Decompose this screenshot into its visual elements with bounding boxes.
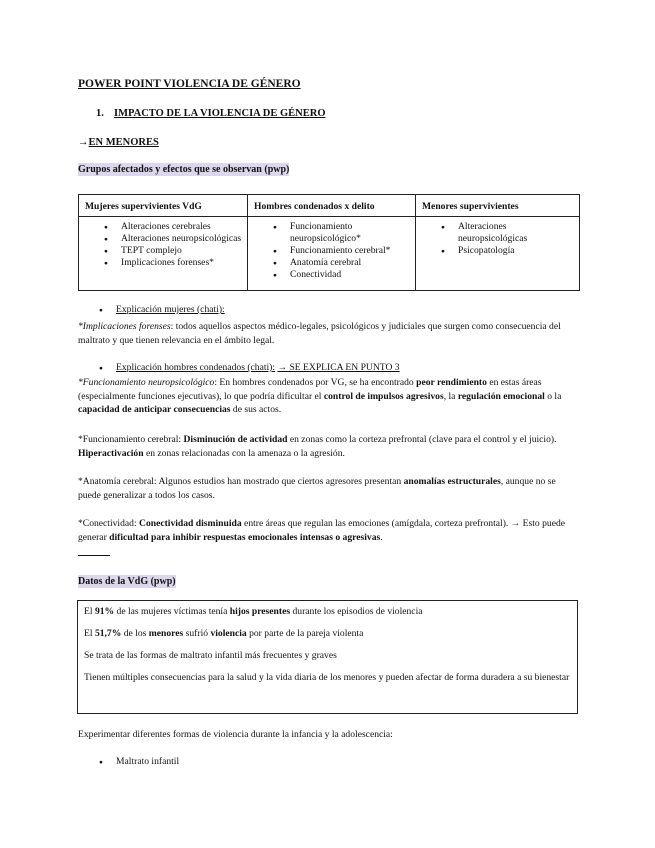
list-item: ● TEPT complejo	[121, 245, 243, 257]
bold-text: Conectividad disminuida	[139, 518, 242, 529]
list-item: ● Conectividad	[290, 269, 411, 281]
table-row	[79, 217, 580, 291]
text: de los	[121, 628, 149, 639]
list-item: ● Anatomía cerebral	[290, 257, 411, 269]
text: *Anatomía cerebral: Algunos estudios han mostrado que ciertos agresores presentan	[78, 476, 404, 487]
implicaciones-paragraph	[78, 320, 578, 347]
maltrato-bullet	[78, 756, 578, 768]
list-item: ● Implicaciones forenses*	[121, 257, 243, 269]
bold-text: dificultad para inhibir respuestas emocionales intensas o agresivas	[109, 531, 381, 543]
list-item: ● Psicopatología	[458, 245, 575, 257]
bold-text: peor rendimiento	[416, 377, 487, 388]
term: *Implicaciones forenses	[78, 321, 171, 332]
func-cerebral-paragraph	[78, 433, 578, 460]
paragraph-text: : todos aquellos aspectos médico-legales, psicológicos y judiciales que surgen como consecuencia del maltrato y que tienen relevancia en el ámbito legal.	[78, 321, 561, 346]
datos-line	[84, 628, 571, 640]
section-heading-impacto	[96, 107, 326, 122]
datos-heading	[78, 575, 176, 589]
list-item: ● Explicación mujeres (chati):	[116, 304, 578, 316]
bold-text: 91%	[94, 606, 115, 617]
table-header-cell: Menores supervivientes	[416, 195, 580, 217]
bold-text: anomalías estructurales	[403, 476, 501, 487]
list-item: ● Funcionamiento cerebral*	[290, 245, 411, 257]
text: sufrió	[183, 628, 211, 639]
text: .	[380, 531, 383, 543]
document-title: POWER POINT VIOLENCIA DE GÉNERO	[78, 78, 301, 90]
anatomia-paragraph	[78, 475, 578, 502]
bold-text: control de impulsos agresivos	[323, 390, 444, 402]
text: *Conectividad:	[78, 518, 140, 529]
term: *Funcionamiento neuropsicológico	[78, 377, 215, 388]
text: de las mujeres víctimas tenía	[114, 606, 230, 617]
datos-heading-text: Datos de la VdG (pwp)	[78, 576, 176, 587]
list-item: ● Maltrato infantil	[116, 756, 578, 768]
section-number: 1.	[96, 108, 104, 119]
bold-text: hijos presentes	[229, 606, 291, 617]
subsection-title: EN MENORES	[88, 137, 159, 148]
grupos-heading	[78, 163, 289, 177]
bold-text: Disminución de actividad	[183, 434, 288, 445]
text: en estas áreas (especialmente funciones ejecutivas), lo que podría dificultar el	[78, 377, 542, 402]
subsection-menores	[78, 136, 159, 151]
bold-text: menores	[148, 628, 184, 639]
text: en zonas relacionadas con la amenaza o la agresión.	[143, 447, 345, 459]
text: , la	[443, 390, 458, 402]
datos-line: Se trata de las formas de maltrato infantil más frecuentes y graves	[84, 650, 337, 661]
table-cell-mujeres	[79, 217, 248, 291]
list-item: ● Alteraciones cerebrales	[121, 221, 243, 233]
list-item: ● Alteraciones neuropsicológicas	[121, 233, 243, 245]
experimentar-paragraph: Experimentar diferentes formas de violencia durante la infancia y la adolescencia:	[78, 729, 393, 740]
list-item: ● Funcionamiento neuropsicológico*	[290, 221, 411, 245]
text: , aunque no se puede generalizar a todos los casos.	[78, 476, 556, 501]
bullet-tail: → SE EXPLICA EN PUNTO 3	[277, 362, 400, 373]
text: entre áreas que regulan las emociones (amígdala, corteza prefrontal). → Esto puede generar	[78, 518, 566, 543]
table-cell-menores	[416, 217, 580, 291]
text: durante los episodios de violencia	[290, 606, 423, 617]
list-item	[116, 362, 578, 374]
table-header-row	[79, 195, 580, 217]
bold-text: 51,7%	[94, 628, 122, 639]
text: por parte de la pareja violenta	[246, 628, 364, 639]
list-item: ● Alteraciones neuropsicológicas	[458, 221, 575, 245]
text: : En hombres condenados por VG, se ha encontrado	[214, 377, 417, 388]
bold-text: regulación emocional	[457, 390, 545, 402]
text: en zonas como la corteza prefrontal (clave para el control y el juicio).	[287, 434, 557, 445]
table-header-cell: Mujeres supervivientes VdG	[79, 195, 248, 217]
datos-line: Tienen múltiples consecuencias para la salud y la vida diaria de los menores y pueden afectar de forma duradera a su bienestar	[84, 672, 570, 683]
explicacion-mujeres-bullet	[78, 304, 578, 316]
table-cell-hombres	[248, 217, 416, 291]
grupos-heading-text: Grupos afectados y efectos que se observan (pwp)	[78, 164, 290, 175]
datos-line	[84, 606, 571, 618]
text: El	[84, 606, 95, 617]
explicacion-hombres-bullet	[78, 362, 578, 374]
func-neuro-paragraph	[78, 376, 578, 417]
bold-text: capacidad de anticipar consecuencias	[78, 404, 231, 416]
text: El	[84, 628, 95, 639]
text: de sus actos.	[230, 404, 282, 416]
arrow-icon: →	[78, 137, 89, 148]
section-title: IMPACTO DE LA VIOLENCIA DE GÉNERO	[114, 108, 326, 119]
bullet-text: Explicación hombres condenados (chati):	[116, 362, 276, 373]
bold-text: violencia	[210, 628, 247, 639]
table-header-cell: Hombres condenados x delito	[248, 195, 416, 217]
separator-line	[78, 555, 110, 556]
conectividad-paragraph	[78, 517, 578, 544]
text: *Funcionamiento cerebral:	[78, 434, 184, 445]
text: o la	[544, 390, 562, 402]
groups-table	[78, 194, 580, 291]
datos-box	[77, 600, 578, 714]
bold-text: Hiperactivación	[78, 447, 144, 459]
